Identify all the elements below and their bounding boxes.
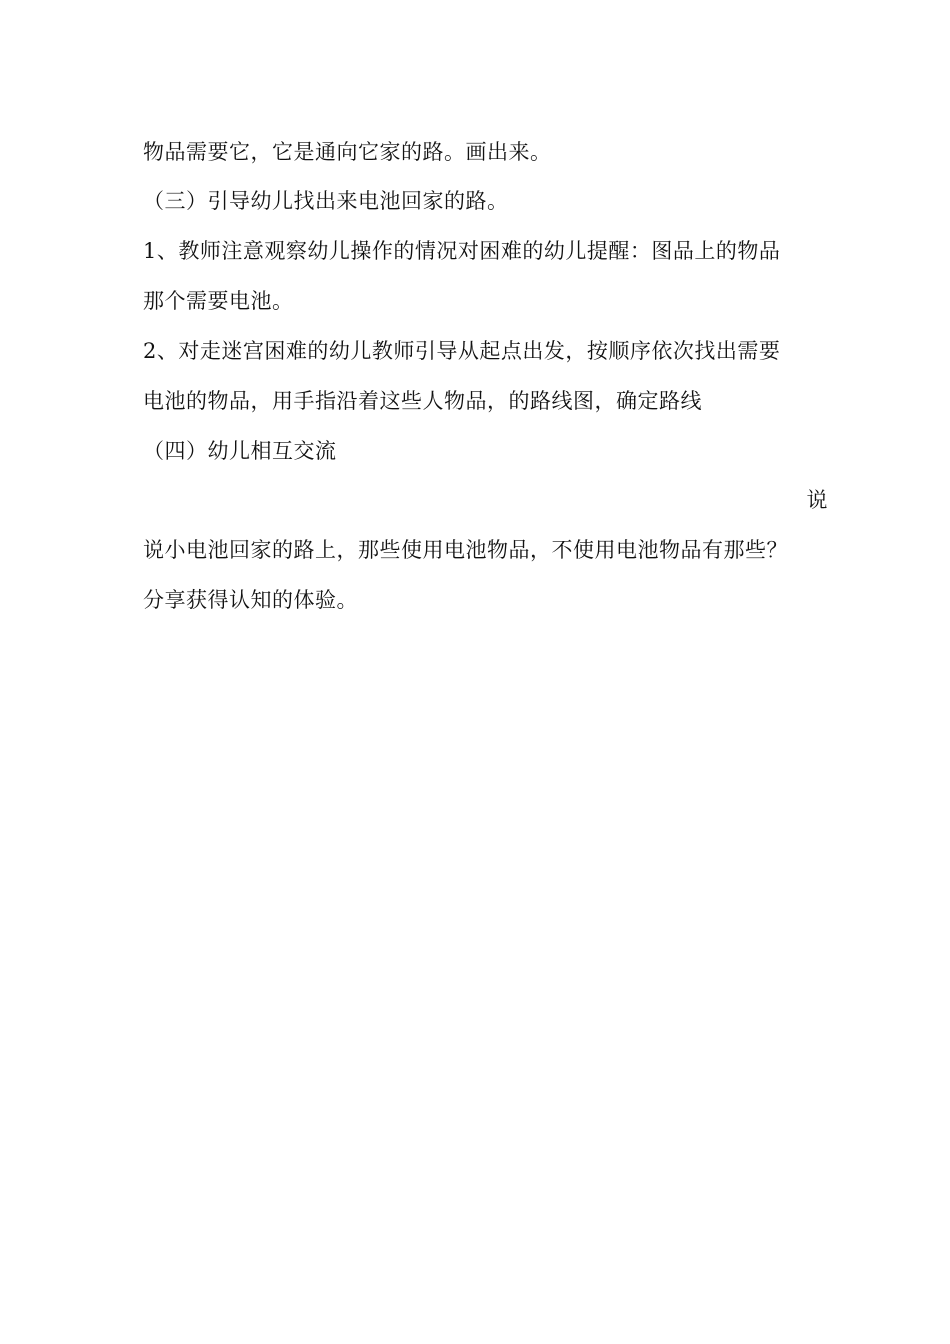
section-heading-4: （四）幼儿相互交流 [143, 439, 337, 463]
paragraph-line-2: 说小电池回家的路上，那些使用电池物品，不使用电池物品有那些？ [143, 538, 788, 562]
list-item-2-line-1: 2、对走迷宫困难的幼儿教师引导从起点出发，按顺序依次找出需要 [143, 339, 781, 363]
paragraph-line-3: 分享获得认知的体验。 [143, 588, 358, 612]
section-heading-3: （三）引导幼儿找出来电池回家的路。 [143, 189, 509, 213]
list-item-1-line-1: 1、教师注意观察幼儿操作的情况对困难的幼儿提醒：图品上的物品 [143, 239, 781, 263]
list-item-2-line-2: 电池的物品，用手指沿着这些人物品，的路线图，确定路线 [143, 389, 702, 413]
paragraph-line-1: 物品需要它，它是通向它家的路。画出来。 [143, 140, 552, 164]
list-item-1-line-2: 那个需要电池。 [143, 289, 294, 313]
dangling-character: 说 [806, 488, 828, 512]
